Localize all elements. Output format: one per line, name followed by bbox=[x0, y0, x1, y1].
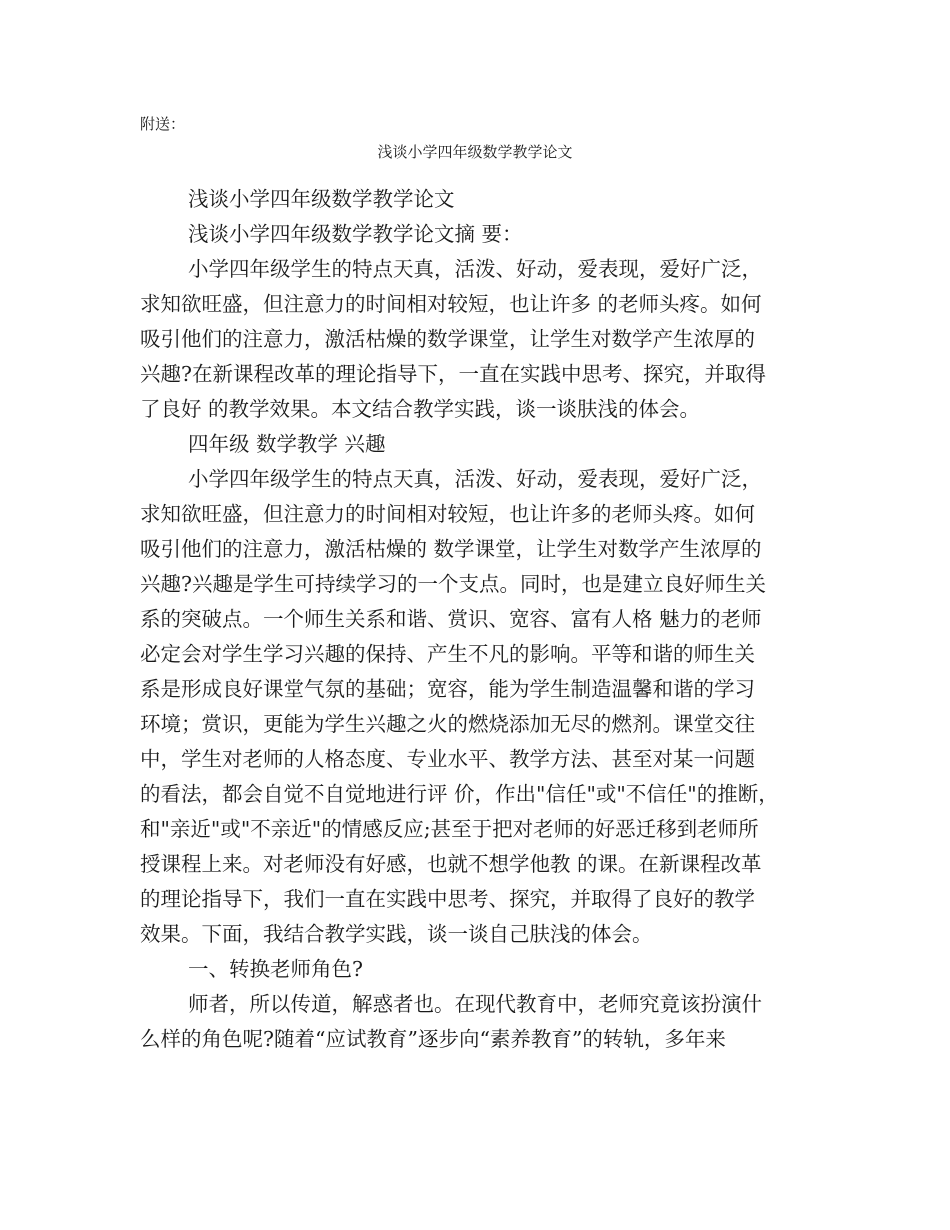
text-line: 的看法，都会自觉不自觉地进行评 价，作出"信任"或"不信任"的推断， bbox=[140, 782, 779, 806]
text-line: 中，学生对老师的人格态度、专业水平、教学方法、甚至对某一问题 bbox=[140, 747, 755, 771]
document-body bbox=[140, 182, 820, 1057]
text-line: 吸引他们的注意力，激活枯燥的 数学课堂，让学生对数学产生浓厚的 bbox=[140, 537, 762, 561]
text-line: 兴趣?兴趣是学生可持续学习的一个支点。同时，也是建立良好师生关 bbox=[140, 572, 766, 596]
text-line: 么样的角色呢?随着“应试教育”逐步向“素养教育”的转轨，多年来 bbox=[140, 1027, 726, 1051]
text-line: 小学四年级学生的特点天真，活泼、好动，爱表现，爱好广泛， bbox=[188, 467, 762, 491]
document-title: 浅谈小学四年级数学教学论文 bbox=[377, 143, 573, 161]
text-line: 环境；赏识，更能为学生兴趣之火的燃烧添加无尽的燃剂。课堂交往 bbox=[140, 712, 755, 736]
text-line: 浅谈小学四年级数学教学论文摘 要： bbox=[188, 222, 523, 246]
text-line: 了良好 的教学效果。本文结合教学实践，谈一谈肤浅的体会。 bbox=[140, 397, 701, 421]
text-line: 吸引他们的注意力，激活枯燥的数学课堂，让学生对数学产生浓厚的 bbox=[140, 327, 755, 351]
text-line: 师者，所以传道，解惑者也。在现代教育中，老师究竟该扮演什 bbox=[188, 992, 762, 1016]
text-line: 浅谈小学四年级数学教学论文 bbox=[188, 187, 455, 211]
text-line: 求知欲旺盛，但注意力的时间相对较短，也让许多的老师头疼。如何 bbox=[140, 502, 755, 526]
text-line: 效果。下面，我结合教学实践，谈一谈自己肤浅的体会。 bbox=[140, 922, 653, 946]
text-line: 求知欲旺盛，但注意力的时间相对较短，也让许多 的老师头疼。如何 bbox=[140, 292, 762, 316]
text-line: 一、转换老师角色? bbox=[188, 957, 363, 981]
prefix-label: 附送： bbox=[140, 115, 186, 133]
text-line: 授课程上来。对老师没有好感，也就不想学他教 的课。在新课程改革 bbox=[140, 852, 762, 876]
text-line: 的理论指导下，我们一直在实践中思考、探究，并取得了良好的教学 bbox=[140, 887, 755, 911]
text-line: 系的突破点。一个师生关系和谐、赏识、宽容、富有人格 魅力的老师 bbox=[140, 607, 762, 631]
text-line: 和"亲近"或"不亲近"的情感反应;甚至于把对老师的好恶迁移到老师所 bbox=[140, 817, 759, 841]
text-line: 必定会对学生学习兴趣的保持、产生不凡的影响。平等和谐的师生关 bbox=[140, 642, 755, 666]
text-line: 兴趣?在新课程改革的理论指导下，一直在实践中思考、探究，并取得 bbox=[140, 362, 766, 386]
text-line: 小学四年级学生的特点天真，活泼、好动，爱表现，爱好广泛， bbox=[188, 257, 762, 281]
text-line: 四年级 数学教学 兴趣 bbox=[188, 432, 386, 456]
text-line: 系是形成良好课堂气氛的基础；宽容，能为学生制造温馨和谐的学习 bbox=[140, 677, 755, 701]
